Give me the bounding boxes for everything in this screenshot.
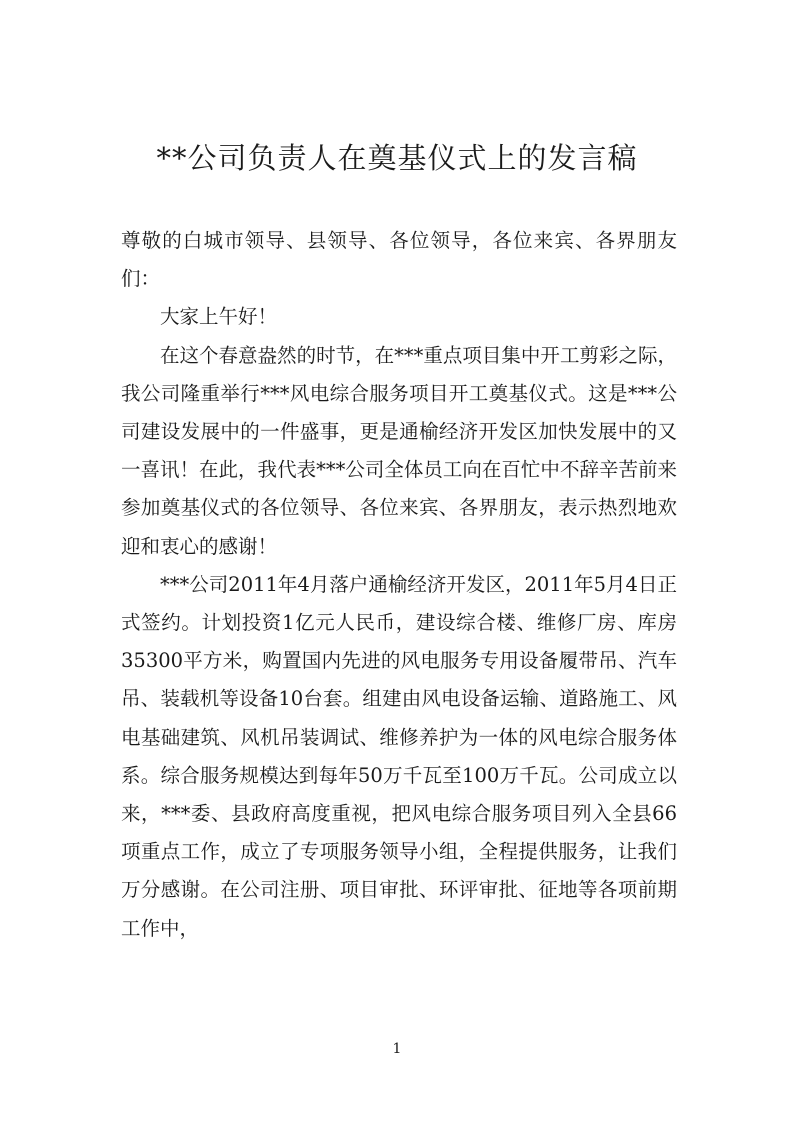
- greeting: 大家上午好！: [160, 305, 278, 329]
- salutation: 尊敬的白城市领导、县领导、各位领导，各位来宾、各界朋友们：: [121, 229, 677, 291]
- paragraph: 在这个春意盎然的时节，在***重点项目集中开工剪彩之际，我公司隆重举行***风电综合服务项目开工奠基仪式。这是***公司建设发展中的一件盛事，更是通榆经济开发区加快发展中的又一喜讯！在此，我代表***公司全体员工向在百忙中不辞辛苦前来参加奠基仪式的各位领导、各位来宾、各界朋友，表示热烈地欢迎和衷心的感谢！: [121, 343, 677, 558]
- paragraph: ***公司2011年4月落户通榆经济开发区，2011年5月4日正式签约。计划投资1亿元人民币，建设综合楼、维修厂房、库房35300平方米，购置国内先进的风电服务专用设备履带吊、汽车吊、装载机等设备10台套。组建由风电设备运输、道路施工、风电基础建筑、风机吊装调试、维修养护为一体的风电综合服务体系。综合服务规模达到每年50万千瓦至100万千瓦。公司成立以来，***委、县政府高度重视，把风电综合服务项目列入全县66项重点工作，成立了专项服务领导小组，全程提供服务，让我们万分感谢。在公司注册、项目审批、环评审批、征地等各项前期工作中，: [121, 572, 677, 940]
- page-number: 1: [392, 1041, 402, 1057]
- document-body: [121, 222, 677, 948]
- document-title: **公司负责人在奠基仪式上的发言稿: [156, 141, 638, 175]
